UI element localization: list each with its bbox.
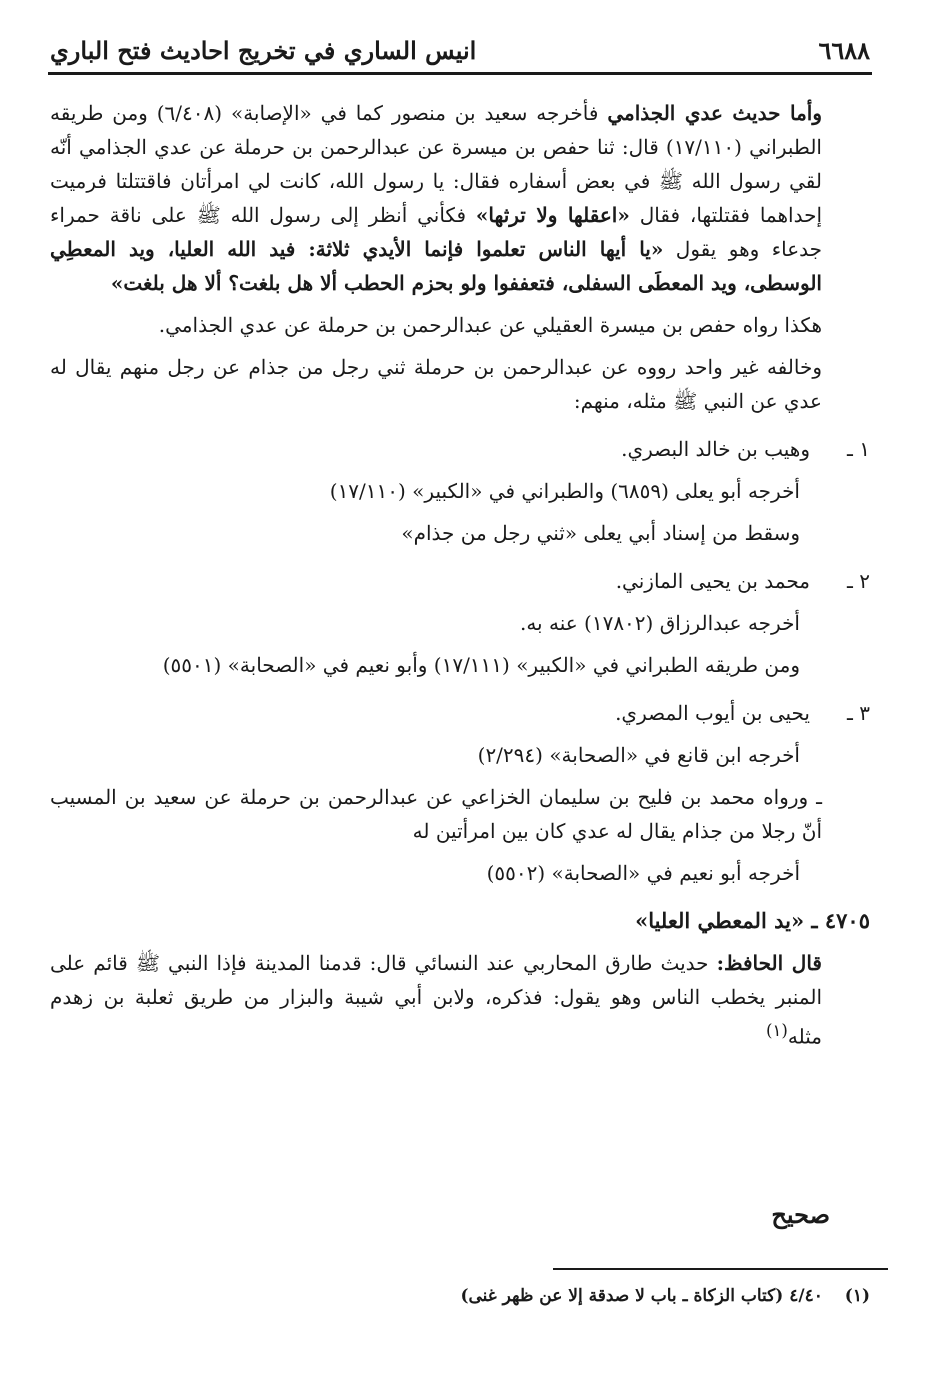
- page-number: ٦٦٨٨: [818, 35, 870, 65]
- paragraph-alt-narration: ـ ورواه محمد بن فليح بن سليمان الخزاعي عن عبدالرحمن بن حرملة عن سعيد بن المسيب أنّ رجلا من جذام يقال له عدي كان بين امرأتين له: [50, 785, 822, 843]
- verdict: صحيح: [771, 1200, 830, 1229]
- reference-line: أخرجه أبو نعيم في «الصحابة» (٥٥٠٢): [486, 861, 800, 885]
- narrator-item: [50, 432, 870, 550]
- footnote-number: (١): [844, 1286, 870, 1306]
- narrator-item: [50, 696, 870, 772]
- paragraph-narration-note: هكذا رواه حفص بن ميسرة العقيلي عن عبدالرحمن بن حرملة عن عدي الجذامي.: [158, 313, 822, 337]
- main-text: [50, 96, 870, 1054]
- footnote-marker: (١): [765, 1021, 788, 1040]
- footnote-rule: [553, 1268, 888, 1270]
- reference-line: أخرجه ابن قانع في «الصحابة» (٢/٢٩٤): [477, 743, 800, 767]
- paragraph-lead: وأما حديث عدي الجذامي: [607, 101, 822, 125]
- narrator-name: ٣ ـيحيى بن أيوب المصري.: [615, 701, 870, 725]
- hafiz-lead: قال الحافظ:: [716, 951, 822, 975]
- reference-line: أخرجه أبو يعلى (٦٨٥٩) والطبراني في «الكبير» (١٧/١١٠): [329, 479, 800, 503]
- paragraph-divergence: وخالفه غير واحد رووه عن عبدالرحمن بن حرملة ثني رجل من جذام عن رجل منهم يقال له عدي عن النبي ﷺ مثله، منهم:: [50, 355, 822, 413]
- narrator-name: ١ ـوهيب بن خالد البصري.: [621, 437, 870, 461]
- narrator-name: ٢ ـمحمد بن يحيى المازني.: [615, 569, 870, 593]
- footnote-text: ٤/٤٠ (كتاب الزكاة ـ باب لا صدقة إلا عن ظهر غنى): [460, 1286, 823, 1306]
- reference-line: ومن طريقه الطبراني في «الكبير» (١٧/١١١) وأبو نعيم في «الصحابة» (٥٥٠١): [162, 653, 800, 677]
- reference-line: وسقط من إسناد أبي يعلى «ثني رجل من جذام»: [401, 521, 800, 545]
- narrator-item: [50, 564, 870, 682]
- paragraph-hafiz: قال الحافظ: حديث طارق المحاربي عند النسائي قال: قدمنا المدينة فإذا النبي ﷺ قائم على المنبر يخطب الناس وهو يقول: فذكره، ولابن أبي شيبة والبزار من طريق ثعلبة بن زهدم مثله$^{(١)}$: [50, 951, 822, 1049]
- footnote: [90, 1282, 870, 1310]
- section-title: ٤٧٠٥ ـ «يد المعطي العليا»: [635, 908, 870, 933]
- reference-line: أخرجه عبدالرزاق (١٧٨٠٢) عنه به.: [519, 611, 800, 635]
- header-rule: [48, 72, 872, 75]
- page-header: [50, 28, 870, 72]
- book-title: انيس الساري في تخريج احاديث فتح الباري: [50, 35, 477, 65]
- paragraph-adi-hadith: وأما حديث عدي الجذامي فأخرجه سعيد بن منصور كما في «الإصابة» (٦/٤٠٨) ومن طريقه الطبراني (١٧/١١٠) قال: ثنا حفص بن ميسرة عن عبدالرحمن بن حرملة عن عدي الجذامي أنّه لقي رسول الله ﷺ في بعض أسفاره فقال: يا رسول الله، كانت لي امرأتان فاقتتلتا فرميت إحداهما فقتلتها، فقال «اعقلها ولا ترثها» فكأني أنظر إلى رسول الله ﷺ على ناقة حمراء جدعاء وهو يقول «يا أيها الناس تعلموا فإنما الأيدي ثلاثة: فيد الله العليا، ويد المعطِي الوسطى، ويد المعطَى السفلى، فتعففوا ولو بحزم الحطب ألا هل بلغت؟ ألا هل بلغت»: [50, 101, 823, 295]
